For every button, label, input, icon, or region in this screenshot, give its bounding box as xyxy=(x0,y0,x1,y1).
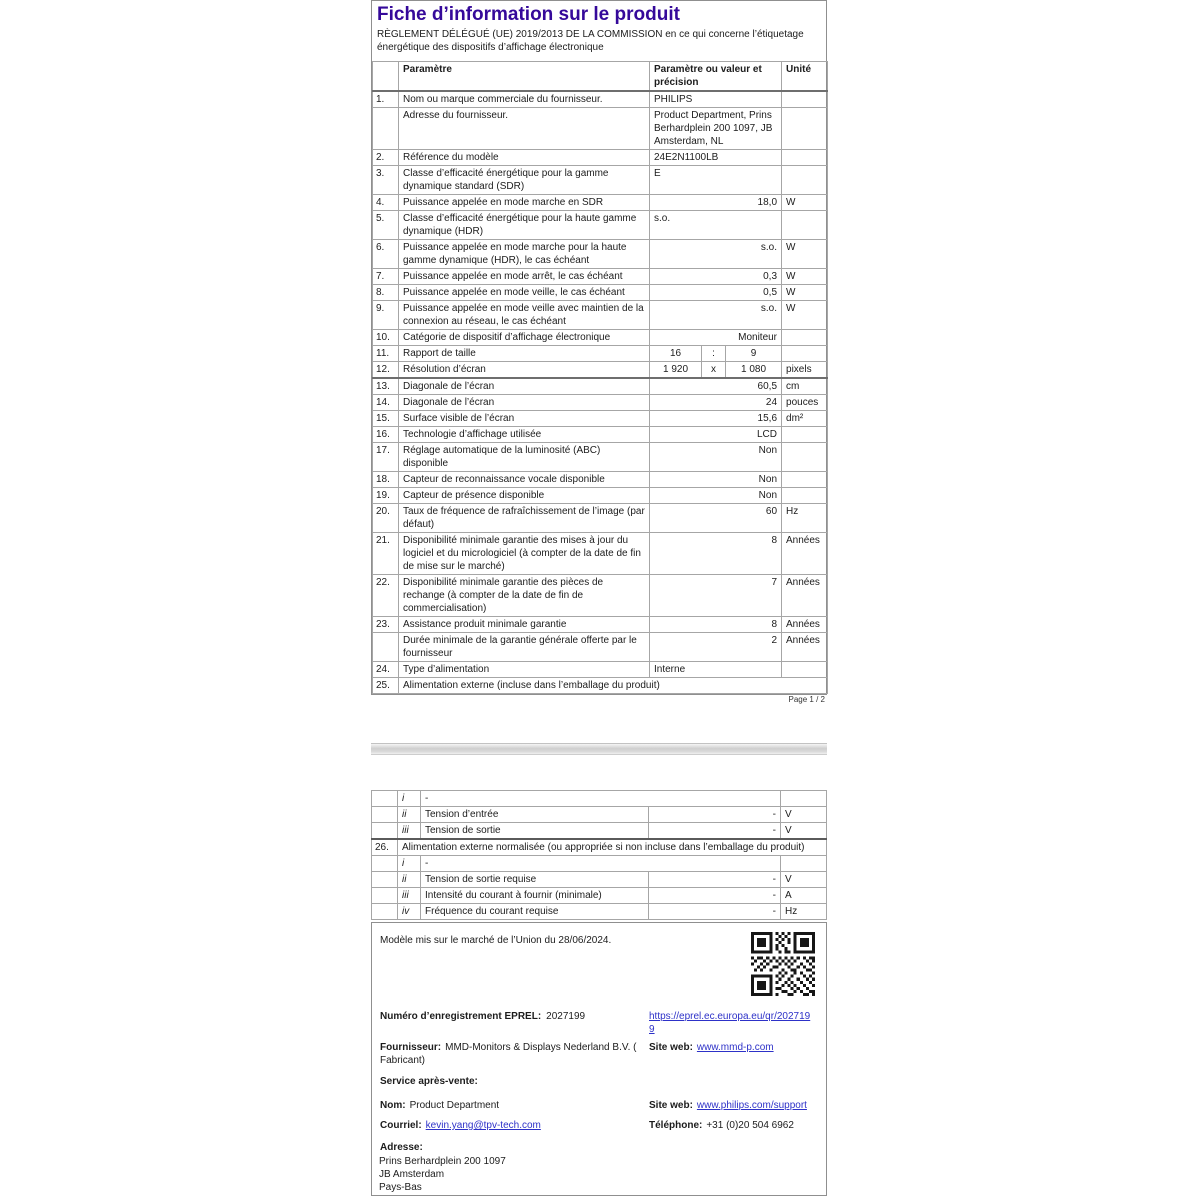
parameter-row xyxy=(373,150,828,166)
row-number: 24. xyxy=(373,662,399,678)
unit-cell xyxy=(782,443,828,472)
parameter-row xyxy=(373,443,828,472)
unit-cell xyxy=(782,346,828,362)
value-cell: 60 xyxy=(650,504,782,533)
parameter-row xyxy=(373,533,828,575)
page-title: Fiche d’information sur le produit xyxy=(377,4,680,25)
unit-cell: Années xyxy=(782,533,828,575)
parameter-cell: Classe d’efficacité énergétique pour la haute gamme dynamique (HDR) xyxy=(399,211,650,240)
unit-cell: Hz xyxy=(781,904,827,920)
parameter-row xyxy=(373,427,828,443)
value-cell: 7 xyxy=(650,575,782,617)
product-fiche-document xyxy=(371,0,827,1200)
unit-cell xyxy=(782,427,828,443)
parameter-cell: Puissance appelée en mode veille avec maintien de la connexion au réseau, le cas échéant xyxy=(399,301,650,330)
parameter-cell: Disponibilité minimale garantie des mises à jour du logiciel et du micrologiciel (à compter de la date de fin de mise sur le marché) xyxy=(399,533,650,575)
unit-cell: V xyxy=(781,872,827,888)
unit-cell: Années xyxy=(782,617,828,633)
value-cell: 9 xyxy=(726,346,782,362)
value-cell: s.o. xyxy=(650,211,782,240)
value-cell: Interne xyxy=(650,662,782,678)
row-number: 11. xyxy=(373,346,399,362)
row-number: 14. xyxy=(373,395,399,411)
registration-box xyxy=(371,922,827,1196)
row-number: 3. xyxy=(373,166,399,195)
parameter-cell: Catégorie de dispositif d’affichage électronique xyxy=(399,330,650,346)
sub-row-number: i xyxy=(398,791,421,807)
parameter-row xyxy=(373,108,828,150)
parameter-row xyxy=(373,269,828,285)
name-value: Product Department xyxy=(409,1100,500,1111)
row-number-header xyxy=(373,62,399,92)
parameter-cell: Disponibilité minimale garantie des pièces de rechange (à compter de la date de fin de commercialisation) xyxy=(399,575,650,617)
sub-row-number: iii xyxy=(398,823,421,840)
sub-row-number: ii xyxy=(398,872,421,888)
power-supply-row xyxy=(372,904,827,920)
parameter-row xyxy=(373,240,828,269)
value-cell: 1 080 xyxy=(726,362,782,379)
supplier-line xyxy=(380,1041,650,1067)
row-number: 18. xyxy=(373,472,399,488)
row-number xyxy=(372,904,398,920)
parameter-row xyxy=(373,504,828,533)
page-separator xyxy=(371,743,827,755)
row-number xyxy=(372,872,398,888)
row-number xyxy=(372,823,398,840)
value-cell: 0,5 xyxy=(650,285,782,301)
parameter-cell: Puissance appelée en mode marche pour la haute gamme dynamique (HDR), le cas échéant xyxy=(399,240,650,269)
row-number xyxy=(372,791,398,807)
value-cell: 0,3 xyxy=(650,269,782,285)
product-parameters-table xyxy=(372,61,828,694)
value-cell: 24E2N1100LB xyxy=(650,150,782,166)
sub-row-number: iv xyxy=(398,904,421,920)
col-header-parametre: Paramètre xyxy=(399,62,650,92)
value-cell: s.o. xyxy=(650,240,782,269)
address-line: Pays-Bas xyxy=(379,1182,422,1193)
value-cell: 16 xyxy=(650,346,702,362)
parameter-row xyxy=(373,91,828,108)
value-cell: Non xyxy=(650,488,782,504)
row-number xyxy=(372,888,398,904)
unit-cell: Années xyxy=(782,633,828,662)
website-label: Site web: xyxy=(649,1100,693,1111)
col-header-valeur: Paramètre ou valeur et précision xyxy=(650,62,782,92)
parameter-row xyxy=(373,411,828,427)
row-number xyxy=(373,633,399,662)
support-website-line xyxy=(649,1099,807,1112)
unit-cell xyxy=(782,211,828,240)
parameter-row xyxy=(373,211,828,240)
row-number: 2. xyxy=(373,150,399,166)
sub-row-number: ii xyxy=(398,807,421,823)
value-cell: LCD xyxy=(650,427,782,443)
parameter-cell: Diagonale de l’écran xyxy=(399,395,650,411)
email-link[interactable]: kevin.yang@tpv-tech.com xyxy=(425,1120,541,1131)
parameter-cell: Tension de sortie xyxy=(421,823,649,840)
unit-cell: Hz xyxy=(782,504,828,533)
qr-code-icon xyxy=(751,932,815,996)
parameter-row xyxy=(373,301,828,330)
value-cell: Non xyxy=(650,443,782,472)
supplier-label: Fournisseur: xyxy=(380,1042,442,1053)
row-number: 8. xyxy=(373,285,399,301)
row-number: 9. xyxy=(373,301,399,330)
unit-cell: W xyxy=(782,195,828,211)
eprel-registration-line xyxy=(380,1010,585,1023)
phone-line xyxy=(649,1119,794,1132)
service-name-line xyxy=(380,1099,499,1112)
parameter-row xyxy=(373,575,828,617)
parameter-cell: Taux de fréquence de rafraîchissement de l’image (par défaut) xyxy=(399,504,650,533)
power-supply-row xyxy=(372,807,827,823)
value-cell: 60,5 xyxy=(650,378,782,395)
parameter-row xyxy=(373,472,828,488)
name-label: Nom: xyxy=(380,1100,406,1111)
parameter-cell: Type d’alimentation xyxy=(399,662,650,678)
value-cell: 8 xyxy=(650,617,782,633)
page-2 xyxy=(371,790,827,920)
address-line: Prins Berhardplein 200 1097 xyxy=(379,1156,506,1167)
unit-cell: W xyxy=(782,301,828,330)
parameter-cell: - xyxy=(421,856,781,872)
supplier-value: MMD-Monitors & Displays Nederland B.V. ( Fabricant) xyxy=(380,1042,637,1066)
row-number: 13. xyxy=(373,378,399,395)
parameter-cell: Assistance produit minimale garantie xyxy=(399,617,650,633)
parameter-row xyxy=(373,633,828,662)
value-cell: 8 xyxy=(650,533,782,575)
value-cell: - xyxy=(649,888,781,904)
value-cell: PHILIPS xyxy=(650,91,782,108)
ratio-separator: x xyxy=(702,362,726,379)
value-cell: 15,6 xyxy=(650,411,782,427)
unit-cell: cm xyxy=(782,378,828,395)
parameter-row xyxy=(373,346,828,362)
unit-cell: pixels xyxy=(782,362,828,379)
row-number xyxy=(372,807,398,823)
sub-row-number: iii xyxy=(398,888,421,904)
parameter-cell: Surface visible de l’écran xyxy=(399,411,650,427)
parameter-row xyxy=(373,395,828,411)
parameter-row xyxy=(373,662,828,678)
row-number: 21. xyxy=(373,533,399,575)
row-number xyxy=(372,856,398,872)
after-sales-label: Service après-vente: xyxy=(380,1076,478,1087)
page-number: Page 1 / 2 xyxy=(788,695,825,704)
unit-cell: W xyxy=(782,269,828,285)
unit-cell xyxy=(781,856,827,872)
parameter-cell: Puissance appelée en mode marche en SDR xyxy=(399,195,650,211)
value-cell: - xyxy=(649,872,781,888)
row-number: 7. xyxy=(373,269,399,285)
unit-cell: W xyxy=(782,240,828,269)
unit-cell xyxy=(782,91,828,108)
unit-cell xyxy=(782,662,828,678)
parameter-cell: Alimentation externe normalisée (ou appropriée si non incluse dans l’emballage du produit) xyxy=(398,839,827,856)
regulation-subtitle: RÈGLEMENT DÉLÉGUÉ (UE) 2019/2013 DE LA COMMISSION en ce qui concerne l’étiquetage énergétique des dispositifs d’affichage électronique xyxy=(377,29,804,53)
row-number: 6. xyxy=(373,240,399,269)
parameter-cell: Durée minimale de la garantie générale offerte par le fournisseur xyxy=(399,633,650,662)
unit-cell xyxy=(781,791,827,807)
col-header-unite: Unité xyxy=(782,62,828,92)
unit-cell: pouces xyxy=(782,395,828,411)
parameter-cell: - xyxy=(421,791,781,807)
row-number: 19. xyxy=(373,488,399,504)
value-cell: s.o. xyxy=(650,301,782,330)
unit-cell: W xyxy=(782,285,828,301)
parameter-row xyxy=(373,330,828,346)
phone-label: Téléphone: xyxy=(649,1120,703,1131)
parameter-cell: Classe d’efficacité énergétique pour la gamme dynamique standard (SDR) xyxy=(399,166,650,195)
power-supply-row xyxy=(372,872,827,888)
row-number: 25. xyxy=(373,678,399,694)
value-cell: 2 xyxy=(650,633,782,662)
power-supply-row xyxy=(372,823,827,840)
parameter-cell: Diagonale de l’écran xyxy=(399,378,650,395)
value-cell: Product Department, Prins Berhardplein 200 1097, JB Amsterdam, NL xyxy=(650,108,782,150)
parameter-cell: Capteur de présence disponible xyxy=(399,488,650,504)
row-number: 1. xyxy=(373,91,399,108)
value-cell: - xyxy=(649,807,781,823)
market-date-text: Modèle mis sur le marché de l’Union du 28/06/2024. xyxy=(380,935,612,946)
page-1 xyxy=(371,0,827,695)
address-label: Adresse: xyxy=(380,1142,423,1153)
parameter-row xyxy=(373,378,828,395)
parameter-cell: Adresse du fournisseur. xyxy=(399,108,650,150)
parameter-cell: Nom ou marque commerciale du fournisseur. xyxy=(399,91,650,108)
row-number: 10. xyxy=(373,330,399,346)
power-supply-row xyxy=(372,791,827,807)
parameter-cell: Puissance appelée en mode arrêt, le cas échéant xyxy=(399,269,650,285)
row-number: 17. xyxy=(373,443,399,472)
parameter-cell: Intensité du courant à fournir (minimale) xyxy=(421,888,649,904)
row-number: 12. xyxy=(373,362,399,379)
parameter-row xyxy=(373,362,828,379)
eprel-link[interactable]: https://eprel.ec.europa.eu/qr/2027199 xyxy=(649,1011,811,1035)
parameter-cell: Alimentation externe (incluse dans l’emballage du produit) xyxy=(399,678,828,694)
ratio-separator: : xyxy=(702,346,726,362)
unit-cell: Années xyxy=(782,575,828,617)
value-cell: E xyxy=(650,166,782,195)
parameter-row xyxy=(373,195,828,211)
value-cell: 24 xyxy=(650,395,782,411)
unit-cell: A xyxy=(781,888,827,904)
unit-cell xyxy=(782,488,828,504)
mmd-website-link[interactable]: www.mmd-p.com xyxy=(696,1042,774,1053)
eprel-label: Numéro d’enregistrement EPREL: xyxy=(380,1011,542,1022)
value-cell: 18,0 xyxy=(650,195,782,211)
eprel-number: 2027199 xyxy=(546,1011,586,1022)
table-header-row xyxy=(373,62,828,92)
parameter-cell: Référence du modèle xyxy=(399,150,650,166)
parameter-cell: Technologie d’affichage utilisée xyxy=(399,427,650,443)
unit-cell: V xyxy=(781,807,827,823)
row-number: 20. xyxy=(373,504,399,533)
website-label: Site web: xyxy=(649,1042,693,1053)
sub-row-number: i xyxy=(398,856,421,872)
parameter-cell: Tension d’entrée xyxy=(421,807,649,823)
value-cell: 1 920 xyxy=(650,362,702,379)
parameter-cell: Puissance appelée en mode veille, le cas échéant xyxy=(399,285,650,301)
power-supply-row xyxy=(372,839,827,856)
parameter-row xyxy=(373,166,828,195)
parameter-cell: Fréquence du courant requise xyxy=(421,904,649,920)
email-line xyxy=(380,1119,541,1132)
power-supply-row xyxy=(372,856,827,872)
address-line: JB Amsterdam xyxy=(379,1169,445,1180)
parameter-row xyxy=(373,678,828,694)
value-cell: Moniteur xyxy=(650,330,782,346)
parameter-cell: Capteur de reconnaissance vocale disponible xyxy=(399,472,650,488)
value-cell: Non xyxy=(650,472,782,488)
unit-cell: V xyxy=(781,823,827,840)
unit-cell: dm² xyxy=(782,411,828,427)
parameter-row xyxy=(373,617,828,633)
parameter-cell: Résolution d’écran xyxy=(399,362,650,379)
row-number: 22. xyxy=(373,575,399,617)
philips-support-link[interactable]: www.philips.com/support xyxy=(696,1100,807,1111)
unit-cell xyxy=(782,166,828,195)
power-supply-row xyxy=(372,888,827,904)
unit-cell xyxy=(782,472,828,488)
row-number xyxy=(373,108,399,150)
value-cell: - xyxy=(649,904,781,920)
value-cell: - xyxy=(649,823,781,840)
row-number: 15. xyxy=(373,411,399,427)
unit-cell xyxy=(782,330,828,346)
phone-value: +31 (0)20 504 6962 xyxy=(706,1120,794,1131)
row-number: 23. xyxy=(373,617,399,633)
parameter-row xyxy=(373,488,828,504)
unit-cell xyxy=(782,108,828,150)
row-number: 5. xyxy=(373,211,399,240)
unit-cell xyxy=(782,150,828,166)
row-number: 26. xyxy=(372,839,398,856)
row-number: 4. xyxy=(373,195,399,211)
parameter-row xyxy=(373,285,828,301)
parameter-cell: Réglage automatique de la luminosité (ABC) disponible xyxy=(399,443,650,472)
power-supply-table xyxy=(371,790,827,920)
parameter-cell: Tension de sortie requise xyxy=(421,872,649,888)
email-label: Courriel: xyxy=(380,1120,422,1131)
row-number: 16. xyxy=(373,427,399,443)
parameter-cell: Rapport de taille xyxy=(399,346,650,362)
supplier-website-line xyxy=(649,1041,774,1054)
